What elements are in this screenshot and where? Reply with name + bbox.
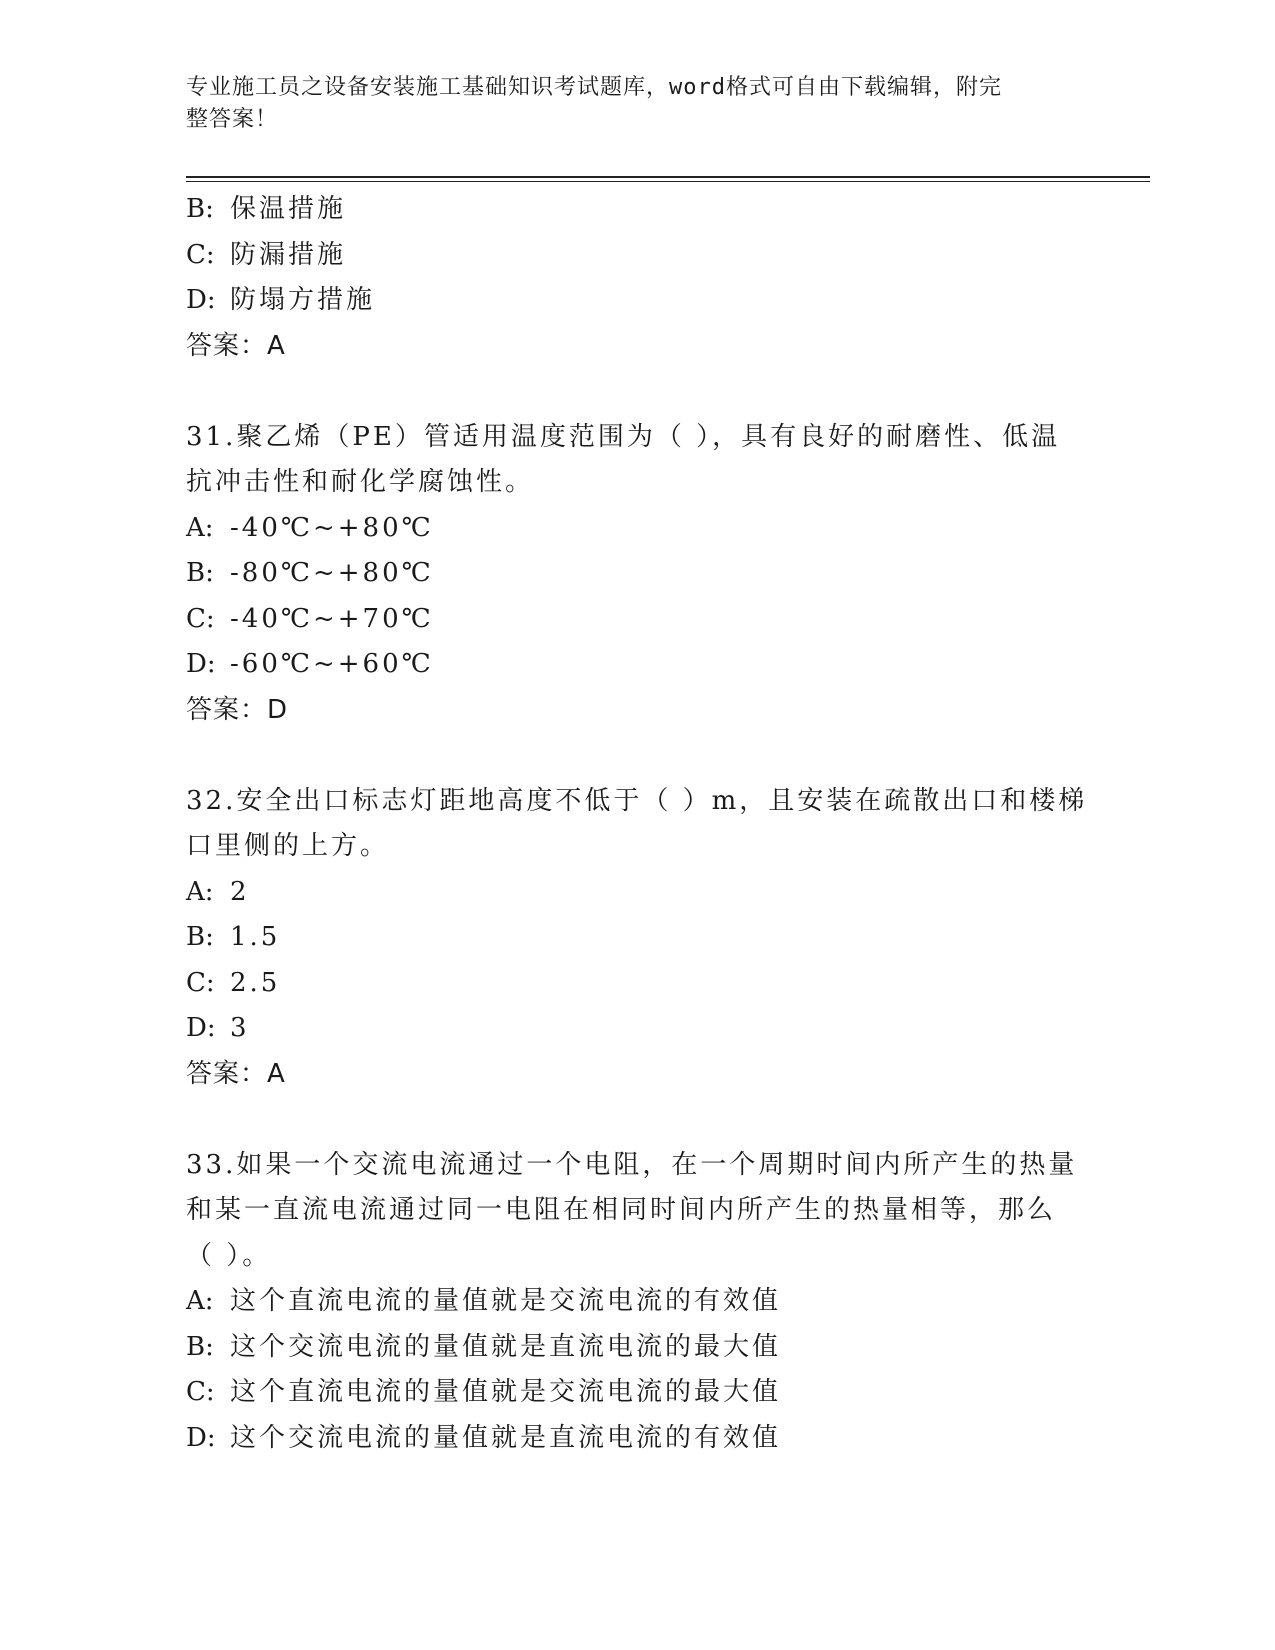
spacer [186,733,1086,779]
spacer [186,1097,1086,1143]
question-31-option-b: B: -80℃~+80℃ [186,558,434,588]
question-32-option-a: A: 2 [186,876,250,907]
question-31-option-c: C: -40℃~+70℃ [186,603,434,634]
document-header [186,72,1066,136]
question-33-option-d: D: 这个交流电流的量值就是直流电流的有效值 [186,1422,782,1453]
option-c: C: 防漏措施 [186,239,347,270]
question-33-stem-line-3: （ ）。 [186,1240,272,1271]
question-32-stem-line-1: 32.安全出口标志灯距地高度不低于（ ）m，且安装在疏散出口和楼梯 [186,785,1088,816]
question-31-option-a: A: -40℃~+80℃ [186,512,434,543]
question-33-option-c: C: 这个直流电流的量值就是交流电流的最大值 [186,1377,782,1407]
question-33-stem-line-2: 和某一直流电流通过同一电阻在相同时间内所产生的热量相等，那么 [186,1195,1057,1225]
question-32-stem-line-2: 口里侧的上方。 [186,831,390,861]
question-31-answer: 答案：D [186,694,289,725]
option-d: D: 防塌方措施 [186,285,376,315]
question-33-option-a: A: 这个直流电流的量值就是交流电流的有效值 [186,1286,782,1316]
document-body [186,187,1086,1461]
option-b: B: 保温措施 [186,194,347,224]
question-32-option-b: B: 1.5 [186,922,281,952]
question-31-option-d: D: -60℃~+60℃ [186,649,434,679]
spacer [186,369,1086,415]
header-line-2: 整答案！ [186,107,279,132]
question-32-answer: 答案：A [186,1058,286,1089]
question-33-stem-line-1: 33.如果一个交流电流通过一个电阻，在一个周期时间内所产生的热量 [186,1149,1078,1180]
question-32-option-c: C: 2.5 [186,967,281,998]
header-line-1: 专业施工员之设备安装施工基础知识考试题库，word格式可自由下载编辑，附完 [186,75,1002,100]
question-31-stem-line-2: 抗冲击性和耐化学腐蚀性。 [186,467,535,497]
header-rule-thin [186,181,1150,182]
header-rule-thick [186,176,1150,178]
answer-line: 答案：A [186,330,286,361]
question-32-option-d: D: 3 [186,1013,250,1043]
question-31-stem-line-1: 31.聚乙烯（PE）管适用温度范围为（ ），具有良好的耐磨性、低温 [186,421,1061,452]
question-33-option-b: B: 这个交流电流的量值就是直流电流的最大值 [186,1331,782,1362]
